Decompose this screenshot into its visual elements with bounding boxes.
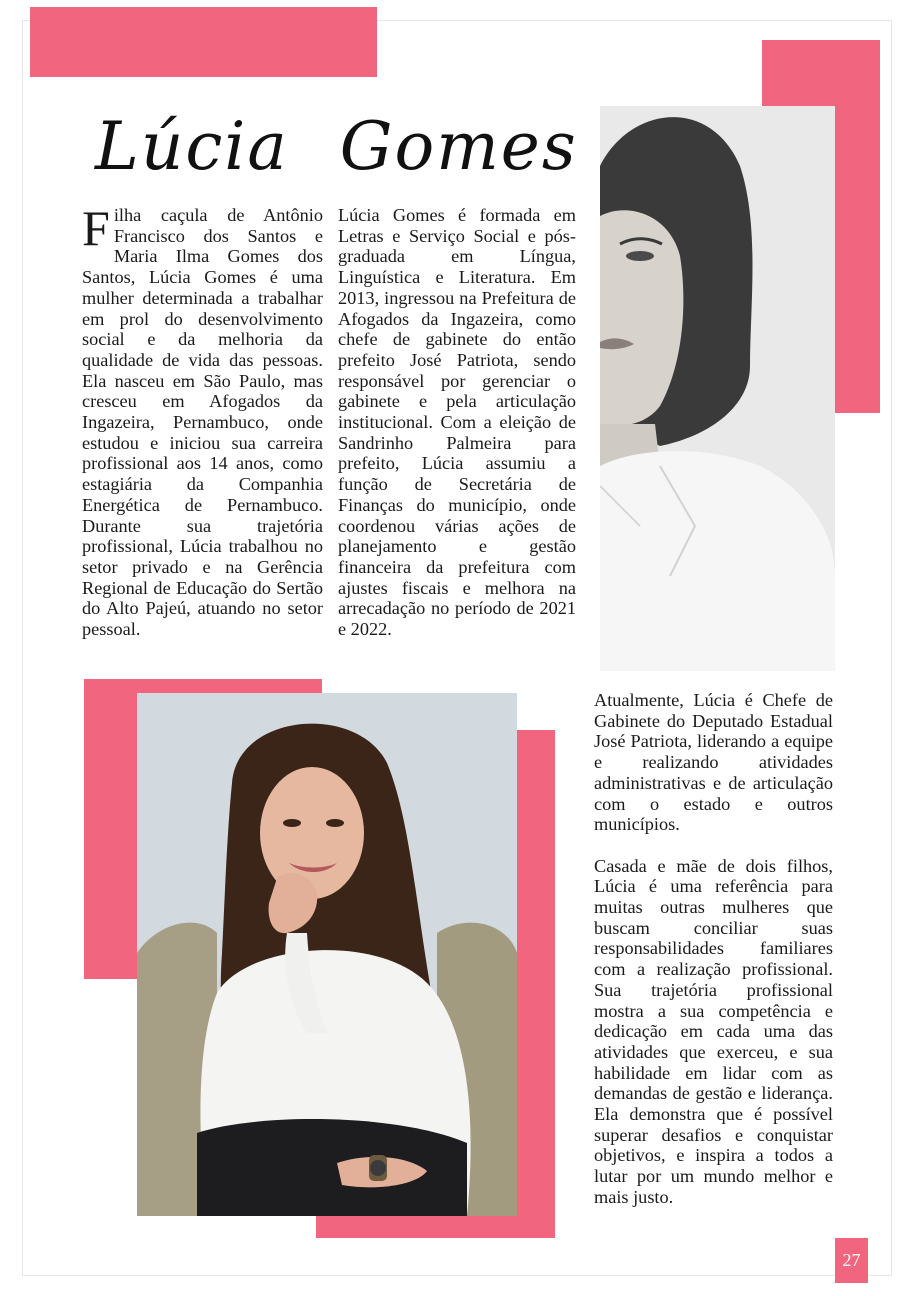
article-column-2: Lúcia Gomes é formada em Letras e Serviço Social e pós-graduada em Língua, Linguística e Literatura. Em 2013, ingressou na Prefeitura de Afogados da Ingazeira, como chefe de gabinete do então prefeito José Patriota, sendo responsável por gerenciar o gabinete e pela articulação institucional. Com a eleição de Sandrinho Palmeira para prefeito, Lúcia assumiu a função de Secretária de Finanças do município, onde coordenou várias ações de planejamento e gestão financeira da prefeitura com ajustes fiscais e melhora na arrecadação no período de 2021 e 2022. bbox=[338, 205, 576, 640]
page-title: Lúcia Gomes bbox=[95, 108, 578, 185]
column-1-text: ilha caçula de Antônio Francisco dos Santos e Maria Ilma Gomes dos Santos, Lúcia Gomes é uma mulher determinada a trabalhar em prol do desenvolvimento social e da melhoria da qualidade de vida das pessoas. Ela nasceu em São Paulo, mas cresceu em Afogados da Ingazeira, Pernambuco, onde estudou e iniciou sua carreira profissional aos 14 anos, como estagiária da Companhia Energética de Pernambuco. Durante sua trajetória profissional, Lúcia trabalhou no setor privado e na Gerência Regional de Educação do Sertão do Alto Pajeú, atuando no setor pessoal. bbox=[82, 205, 323, 640]
decorative-bar-top bbox=[30, 7, 377, 77]
portrait-color-illustration bbox=[137, 693, 517, 1216]
portrait-photo-color bbox=[137, 693, 517, 1216]
column-3-paragraph-2: Casada e mãe de dois filhos, Lúcia é uma referência para muitas outras mulheres que buscam conciliar suas responsabilidades familiares com a realização profissional. Sua trajetória profissional mostra a sua competência e dedicação em cada uma das atividades que exerceu, e sua habilidade em lidar com as demandas de gestão e liderança. Ela demonstra que é possível superar desafios e conquistar objetivos, e inspira a todos a lutar por um mundo melhor e mais justo. bbox=[594, 855, 833, 1207]
portrait-grayscale-illustration bbox=[600, 106, 835, 671]
article-column-3 bbox=[594, 690, 833, 1228]
article-column-1 bbox=[82, 200, 323, 640]
drop-cap: F bbox=[82, 200, 110, 256]
page-number: 27 bbox=[835, 1238, 868, 1283]
column-3-paragraph-1: Atualmente, Lúcia é Chefe de Gabinete do Deputado Estadual José Patriota, liderando a equipe e realizando atividades administrativas e de articulação com o estado e outros municípios. bbox=[594, 690, 833, 835]
portrait-photo-grayscale bbox=[600, 106, 835, 671]
